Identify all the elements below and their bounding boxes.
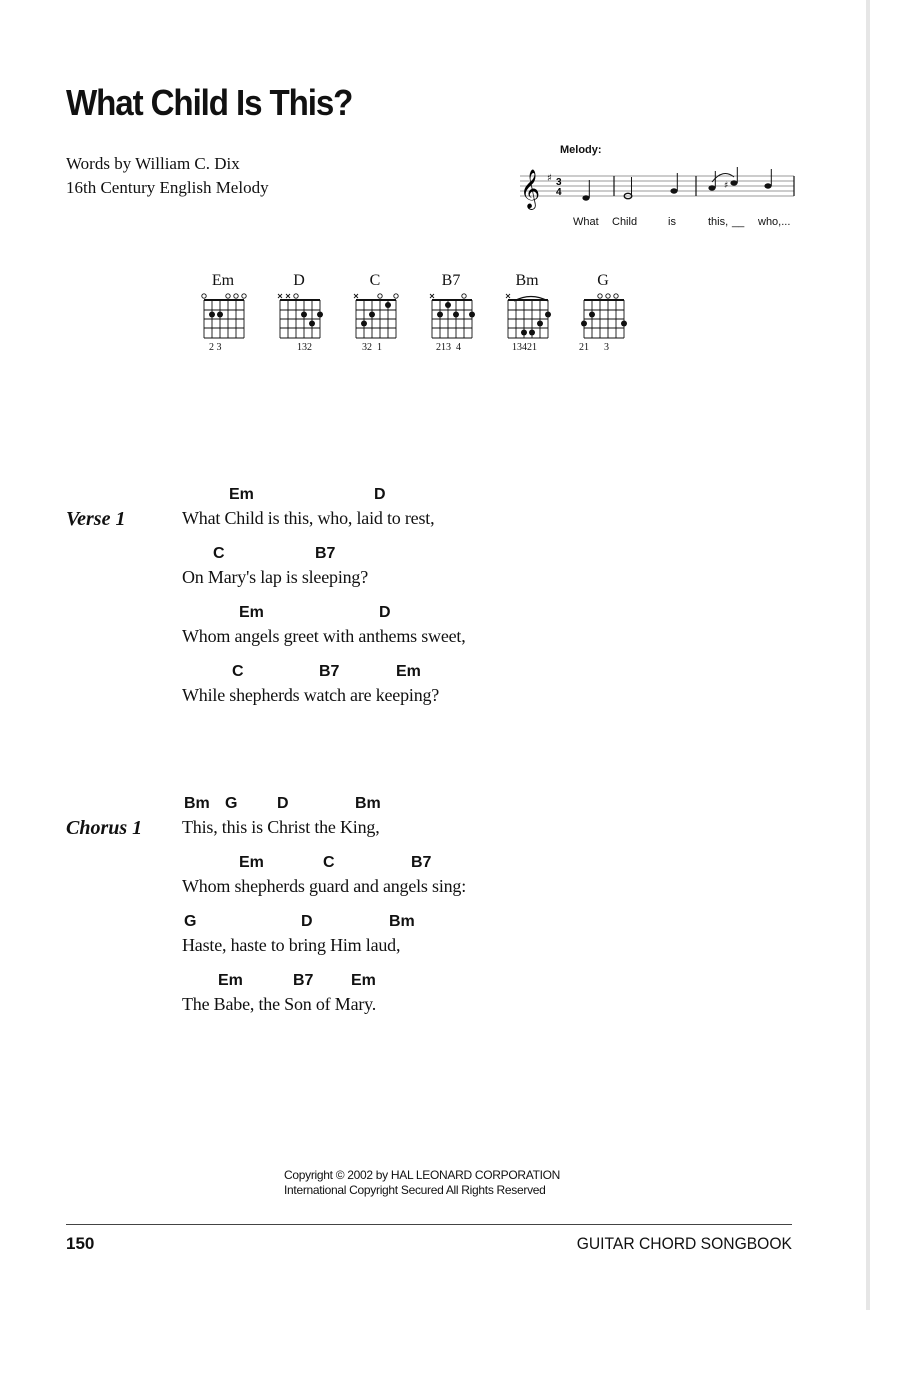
- chord-symbol: G: [225, 795, 238, 812]
- composer-credit: 16th Century English Melody: [66, 178, 269, 197]
- copyright-line: Copyright © 2002 by HAL LEONARD CORPORATION: [284, 1168, 561, 1182]
- rights-line: International Copyright Secured All Rights Reserved: [284, 1183, 546, 1197]
- chord-symbol: Em: [396, 663, 421, 680]
- footer-divider: [66, 1224, 792, 1225]
- svg-text:4: 4: [556, 187, 562, 198]
- chord-diagram-name: B7: [441, 272, 461, 289]
- song-credits: [66, 152, 269, 200]
- chord-grid: [576, 288, 630, 342]
- chord-fingering: 2 3: [209, 342, 222, 353]
- svg-text:♯: ♯: [724, 181, 729, 191]
- chord-symbol: C: [232, 663, 244, 680]
- chord-symbol: Em: [239, 604, 264, 621]
- melody-staff: [516, 160, 806, 216]
- book-title: GUITAR CHORD SONGBOOK: [576, 1234, 792, 1253]
- chord-fingering: 13421: [512, 342, 537, 353]
- chord-symbol: G: [184, 913, 197, 930]
- lyric-text: This, this is Christ the King,: [182, 817, 380, 837]
- chord-fingering: 32 1: [362, 342, 382, 353]
- chord-diagram-em: [196, 272, 250, 360]
- chord-diagram-bm: [500, 272, 554, 360]
- chord-symbol: D: [301, 913, 313, 930]
- lyric-text: Haste, haste to bring Him laud,: [182, 935, 401, 955]
- page-number: 150: [66, 1234, 95, 1253]
- lyric-text: On Mary's lap is sleeping?: [182, 567, 369, 587]
- chord-diagrams: [196, 272, 646, 362]
- chord-symbol: Em: [239, 854, 264, 871]
- chord-diagram-name: Bm: [515, 272, 539, 289]
- time-signature: 3: [556, 177, 562, 188]
- chord-symbol: D: [379, 604, 391, 621]
- melody-lyric: __: [732, 216, 745, 228]
- chord-symbol: Em: [229, 486, 254, 503]
- melody-lyric: this,: [708, 216, 729, 228]
- chord-grid: [272, 288, 326, 342]
- lyric-text: The Babe, the Son of Mary.: [182, 994, 377, 1014]
- chord-diagram-name: Em: [211, 272, 235, 289]
- chord-diagram-b7: [424, 272, 478, 360]
- chord-symbol: B7: [315, 545, 336, 562]
- chord-grid: [348, 288, 402, 342]
- chord-symbol: Bm: [355, 795, 381, 812]
- page-edge-shadow: [866, 0, 870, 1310]
- chord-diagram-c: [348, 272, 402, 360]
- chord-grid: [196, 288, 250, 342]
- chord-symbol: Em: [351, 972, 376, 989]
- chord-symbol: Bm: [184, 795, 210, 812]
- melody-lyric: is: [668, 216, 676, 228]
- melody-label: Melody:: [560, 144, 602, 156]
- chorus-label: Chorus 1: [66, 817, 143, 839]
- melody-note-6: [764, 169, 771, 189]
- chord-grid: [424, 288, 478, 342]
- melody-lyric: who,...: [758, 216, 791, 228]
- chord-diagram-d: [272, 272, 326, 360]
- melody-lyric: What: [573, 216, 599, 228]
- chord-diagram-name: G: [597, 272, 609, 289]
- chord-symbol: B7: [293, 972, 314, 989]
- melody-note-2: [624, 177, 632, 199]
- chord-fingering: 132: [297, 342, 312, 353]
- lyric-text: Whom angels greet with anthems sweet,: [182, 626, 466, 646]
- chord-diagram-g: [576, 272, 630, 360]
- melody-lyric: Child: [612, 216, 638, 228]
- chord-diagram-name: C: [369, 272, 381, 289]
- melody-note-1: [582, 180, 589, 201]
- key-signature-sharp-icon: ♯: [547, 173, 552, 184]
- melody-excerpt: [516, 142, 806, 237]
- copyright-notice: [284, 1168, 560, 1198]
- chord-fingering: 21 3: [579, 342, 609, 353]
- chord-diagram-name: D: [293, 272, 305, 289]
- lyric-text: What Child is this, who, laid to rest,: [182, 508, 435, 528]
- chord-symbol: C: [213, 545, 225, 562]
- lyric-text: Whom shepherds guard and angels sing:: [182, 876, 467, 896]
- lyricist-credit: Words by William C. Dix: [66, 154, 240, 173]
- chord-symbol: Bm: [389, 913, 415, 930]
- chord-symbol: C: [323, 854, 335, 871]
- song-title: What Child Is This?: [66, 82, 353, 123]
- chord-symbol: Em: [218, 972, 243, 989]
- verse-label: Verse 1: [66, 508, 126, 530]
- chord-symbol: D: [277, 795, 289, 812]
- chord-fingering: 213 4: [436, 342, 461, 353]
- treble-clef-icon: 𝄞: [520, 169, 541, 209]
- chord-grid: [500, 288, 554, 342]
- chord-symbol: B7: [319, 663, 340, 680]
- lyric-text: While shepherds watch are keeping?: [182, 685, 440, 705]
- chord-symbol: D: [374, 486, 386, 503]
- chord-symbol: B7: [411, 854, 432, 871]
